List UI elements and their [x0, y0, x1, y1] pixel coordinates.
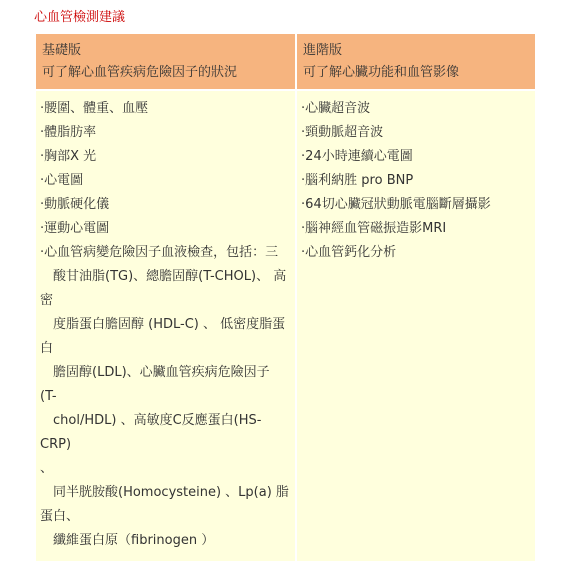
advanced-items-cell	[297, 91, 535, 561]
advanced-item-text: 心血管鈣化分析	[305, 245, 397, 260]
basic-long-item-line-text: 膽固醇(LDL)、心臟血管疾病危險因子	[40, 365, 270, 380]
bullet-mark: ·	[40, 173, 45, 188]
header-basic	[36, 34, 295, 89]
header-advanced-subtitle: 可了解心臟功能和血管影像	[303, 65, 460, 80]
advanced-item	[301, 97, 531, 121]
bullet-mark: ·	[301, 101, 306, 116]
basic-long-item-line-text: 蛋白、	[40, 509, 80, 524]
bullet-mark: ·	[40, 125, 45, 140]
basic-item	[40, 121, 291, 145]
bullet-mark: ·	[301, 173, 306, 188]
basic-long-item-line-text: 度脂蛋白膽固醇 (HDL-C) 、 低密度脂蛋	[40, 317, 286, 332]
basic-long-item-line	[40, 337, 291, 361]
basic-long-item-line-text: (T-	[40, 389, 57, 404]
header-basic-title: 基礎版	[42, 43, 82, 58]
basic-long-item-line	[40, 457, 291, 481]
screening-table	[34, 32, 537, 563]
basic-long-item-line	[40, 529, 291, 553]
basic-item-text: 動脈硬化儀	[44, 197, 110, 212]
basic-item	[40, 97, 291, 121]
basic-long-item-line-text: 密	[40, 293, 54, 308]
bullet-mark: ·	[301, 125, 306, 140]
bullet-mark: ·	[40, 149, 45, 164]
basic-item	[40, 145, 291, 169]
basic-long-item-line-text: 酸甘油脂(TG)、總膽固醇(T-CHOL)、 高	[40, 269, 287, 284]
basic-long-item-line	[40, 409, 291, 457]
basic-long-item-line	[40, 361, 291, 385]
basic-items-cell	[36, 91, 295, 561]
bullet-mark: ·	[40, 101, 45, 116]
header-basic-subtitle: 可了解心血管疾病危險因子的狀況	[42, 65, 238, 80]
basic-item	[40, 169, 291, 193]
advanced-item-text: 心臟超音波	[305, 101, 371, 116]
advanced-item-text: 64切心臟冠狀動脈電腦斷層攝影	[305, 197, 491, 212]
basic-long-item-line	[40, 289, 291, 313]
basic-item-text: 腰圍、體重、血壓	[44, 101, 149, 116]
basic-long-item-line-text: 纖維蛋白原（fibrinogen ）	[40, 533, 215, 548]
bullet-mark: ·	[301, 245, 306, 260]
basic-long-item-line	[40, 481, 291, 505]
basic-long-item-line-text: ·心血管病變危險因子血液檢查，包括：三	[40, 245, 279, 260]
basic-long-item-line-text: 同半胱胺酸(Homocysteine) 、Lp(a) 脂	[40, 485, 289, 500]
bullet-mark: ·	[40, 221, 45, 236]
advanced-item	[301, 145, 531, 169]
bullet-mark: ·	[301, 197, 306, 212]
basic-item-text: 運動心電圖	[44, 221, 110, 236]
basic-item-text: 心電圖	[44, 173, 84, 188]
basic-item-text: 體脂肪率	[44, 125, 97, 140]
advanced-item-text: 腦神經血管磁振造影MRI	[305, 221, 447, 236]
basic-item-text: 胸部X 光	[44, 149, 97, 164]
header-advanced-title: 進階版	[303, 43, 343, 58]
basic-long-item-line	[40, 385, 291, 409]
advanced-item	[301, 169, 531, 193]
basic-long-item-line	[40, 265, 291, 289]
advanced-item-text: 頸動脈超音波	[305, 125, 384, 140]
advanced-item-text: 腦利納胜 pro BNP	[305, 173, 414, 188]
basic-item	[40, 217, 291, 241]
basic-long-item-line	[40, 241, 291, 265]
advanced-item	[301, 193, 531, 217]
advanced-item	[301, 217, 531, 241]
basic-long-item-line	[40, 505, 291, 529]
advanced-item	[301, 121, 531, 145]
basic-long-item-line-text: 、	[40, 461, 54, 476]
page-title: 心血管檢測建議	[34, 10, 126, 25]
bullet-mark: ·	[301, 149, 306, 164]
advanced-item-text: 24小時連續心電圖	[305, 149, 413, 164]
bullet-mark: ·	[40, 197, 45, 212]
basic-long-item-line-text: 白	[40, 341, 54, 356]
basic-long-item-line	[40, 313, 291, 337]
advanced-item	[301, 241, 531, 265]
basic-item	[40, 193, 291, 217]
basic-long-item-line-text: chol/HDL) 、高敏度C反應蛋白(HS-CRP)	[40, 413, 262, 452]
header-advanced	[297, 34, 535, 89]
bullet-mark: ·	[301, 221, 306, 236]
